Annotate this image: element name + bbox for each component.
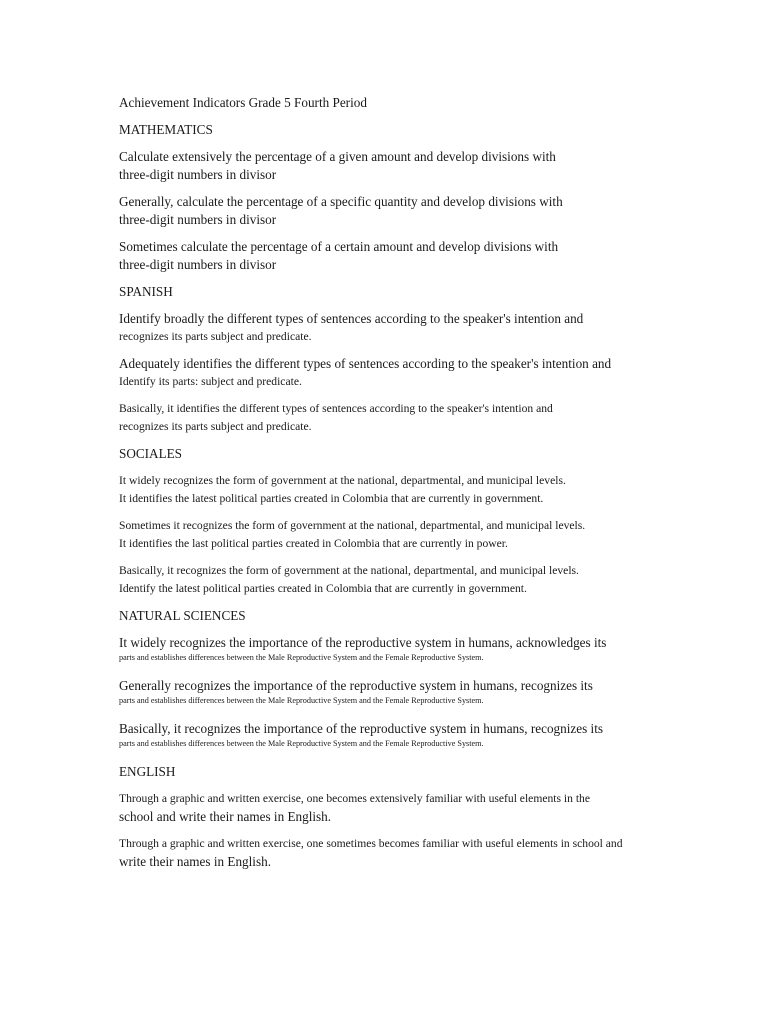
indicator-paragraph	[119, 720, 719, 750]
section-heading: SOCIALES	[119, 446, 183, 461]
text-line: It widely recognizes the importance of the reproductive system in humans, acknowledges its	[119, 635, 607, 650]
section-heading: MATHEMATICS	[119, 122, 213, 137]
indicator-paragraph	[119, 835, 719, 871]
text-line: recognizes its parts subject and predicate.	[119, 330, 312, 343]
section-english	[119, 763, 719, 871]
document-page	[119, 94, 719, 880]
text-line: Adequately identifies the different types of sentences according to the speaker's intention and	[119, 356, 612, 371]
indicator-paragraph	[119, 634, 719, 664]
indicator-paragraph	[119, 355, 719, 391]
section-natural-sciences	[119, 607, 719, 750]
indicator-paragraph	[119, 472, 719, 508]
text-line: three-digit numbers in divisor	[119, 257, 277, 272]
text-line: parts and establishes differences between the Male Reproductive System and the Female Reproductive System.	[119, 696, 484, 705]
indicator-paragraph	[119, 517, 719, 553]
text-line: write their names in English.	[119, 854, 271, 869]
text-line: It identifies the latest political parties created in Colombia that are currently in government.	[119, 492, 544, 505]
text-line: three-digit numbers in divisor	[119, 167, 277, 182]
text-line: Identify broadly the different types of sentences according to the speaker's intention and	[119, 311, 584, 326]
text-line: Through a graphic and written exercise, one sometimes becomes familiar with useful elements in school and	[119, 837, 623, 850]
text-line: Identify its parts: subject and predicate.	[119, 375, 302, 388]
text-line: Basically, it recognizes the importance of the reproductive system in humans, recognizes its	[119, 721, 604, 736]
text-line: parts and establishes differences between the Male Reproductive System and the Female Reproductive System.	[119, 739, 484, 748]
text-line: Sometimes it recognizes the form of government at the national, departmental, and municipal levels.	[119, 519, 586, 532]
indicator-paragraph	[119, 238, 719, 274]
section-heading: NATURAL SCIENCES	[119, 608, 246, 623]
text-line: It widely recognizes the form of government at the national, departmental, and municipal levels.	[119, 474, 566, 487]
indicator-paragraph	[119, 310, 719, 346]
text-line: Calculate extensively the percentage of a given amount and develop divisions with	[119, 149, 556, 164]
section-heading: SPANISH	[119, 284, 173, 299]
indicator-paragraph	[119, 400, 719, 436]
text-line: Basically, it identifies the different types of sentences according to the speaker's intention and	[119, 402, 553, 415]
text-line: Through a graphic and written exercise, one becomes extensively familiar with useful elements in the	[119, 792, 590, 805]
text-line: Identify the latest political parties created in Colombia that are currently in government.	[119, 582, 527, 595]
text-line: three-digit numbers in divisor	[119, 212, 277, 227]
indicator-paragraph	[119, 193, 719, 229]
indicator-paragraph	[119, 790, 719, 826]
indicator-paragraph	[119, 677, 719, 707]
text-line: Basically, it recognizes the form of government at the national, departmental, and municipal levels.	[119, 564, 579, 577]
section-mathematics	[119, 121, 719, 274]
section-heading: ENGLISH	[119, 764, 176, 779]
text-line: Sometimes calculate the percentage of a certain amount and develop divisions with	[119, 239, 559, 254]
document-title: Achievement Indicators Grade 5 Fourth Period	[119, 95, 367, 110]
section-spanish	[119, 283, 719, 436]
text-line: Generally, calculate the percentage of a specific quantity and develop divisions with	[119, 194, 563, 209]
text-line: school and write their names in English.	[119, 809, 332, 824]
text-line: Generally recognizes the importance of the reproductive system in humans, recognizes its	[119, 678, 593, 693]
text-line: recognizes its parts subject and predicate.	[119, 420, 312, 433]
text-line: It identifies the last political parties created in Colombia that are currently in power.	[119, 537, 508, 550]
indicator-paragraph	[119, 562, 719, 598]
section-sociales	[119, 445, 719, 598]
indicator-paragraph	[119, 148, 719, 184]
text-line: parts and establishes differences between the Male Reproductive System and the Female Reproductive System.	[119, 653, 484, 662]
